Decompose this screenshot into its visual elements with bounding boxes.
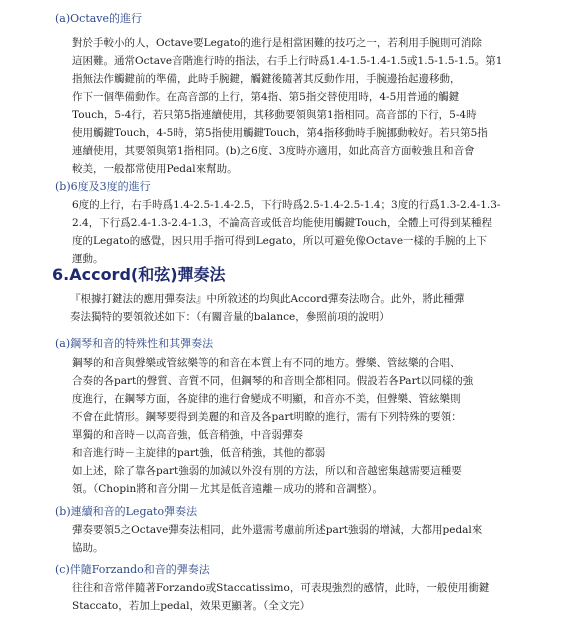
text-line: 單獨的和音時－以高音強，低音稍強，中音弱彈奏	[72, 429, 303, 441]
paragraph-intro	[70, 290, 522, 326]
paragraph-forzando-chords	[72, 579, 520, 615]
section-heading: 6.Accord(和弦)彈奏法	[52, 265, 226, 284]
text-line: 度的Legato的感覺，因只用手指可得到Legato，所以可避免像Octave一樣的手腕的上下	[72, 235, 488, 247]
text-line: Touch，5-4行，若只第5指連續使用，其移動要領與第1指相同。高音部的下行，5-4時	[72, 109, 477, 121]
paragraph-sixths-thirds	[72, 196, 520, 268]
text-line: 和音進行時－主旋律的part強，低音稍強，其他的都弱	[72, 447, 326, 459]
text-line: 如上述，除了靠各part強弱的加減以外沒有別的方法，所以和音越密集越需要這種要	[72, 465, 462, 477]
text-line: 指無法作觸鍵前的準備，此時手腕鍵，觸鍵後隨著其反動作用，手腕邊抬起邊移動，	[72, 73, 461, 85]
text-line: 『根據打鍵法的應用彈奏法』中所敘述的均與此Accord彈奏法吻合。此外，將此種彈	[70, 293, 465, 305]
text-line: 6度的上行，右手時爲1.4-2.5-1.4-2.5，下行時爲2.5-1.4-2.5-1.4；3度的行爲1.3-2.4-1.3-	[72, 199, 501, 211]
text-line: 對於手較小的人，Octave要Legato的進行是相當困難的技巧之一，若利用手腕則可消除	[72, 37, 482, 49]
text-line: 運動。	[72, 253, 104, 265]
text-line: 作下一個準備動作。在高音部的上行，第4指、第5指交替使用時，4-5用普通的觸鍵	[72, 91, 460, 103]
text-line: 合奏的各part的聲質、音質不同，但鋼琴的和音則全都相同。假設若各Part以同樣的強	[72, 375, 474, 387]
paragraph-piano-chords	[72, 354, 520, 498]
subheading-octave: (a)Octave的進行	[55, 12, 143, 25]
text-line: 往往和音常伴隨著Forzando或Staccatissimo，可表現強烈的感情，此時，一般使用衝鍵	[72, 582, 490, 594]
text-line: 奏法獨特的要領敘述如下：（有關音量的balance，參照前項的說明）	[70, 311, 390, 323]
subheading-piano-chords: (a)鋼琴和音的特殊性和其彈奏法	[55, 337, 214, 350]
subheading-forzando-chords: (c)伴隨Forzando和音的彈奏法	[55, 563, 210, 576]
text-line: 較美，一般都常使用Pedal來幫助。	[72, 163, 238, 175]
paragraph-octave	[72, 34, 520, 178]
text-line: 不會在此情形。鋼琴要得到美麗的和音及各part明瞭的進行，需有下列特殊的要領：	[72, 411, 462, 423]
text-line: 度進行，在鋼琴方面，各旋律的進行會變成不明顯，和音亦不美，但聲樂、管絃樂則	[72, 393, 461, 405]
paragraph-legato-chords	[72, 521, 520, 557]
subheading-legato-chords: (b)連續和音的Legato彈奏法	[55, 505, 198, 518]
text-line: 領。（Chopin將和音分開－尤其是低音遠離－成功的將和音調整）。	[72, 483, 383, 495]
text-line: 連續使用，其要領與第1指相同。(b)之6度、3度時亦適用，如此高音方面較強且和音會	[72, 145, 475, 157]
text-line: 鋼琴的和音與聲樂或管絃樂等的和音在本質上有不同的地方。聲樂、管絃樂的合唱、	[72, 357, 461, 369]
text-line: Staccato，若加上pedal，效果更顯著。（全文完）	[72, 600, 311, 612]
text-line: 這困難。通常Octave音階進行時的指法，右手上行時爲1.4-1.5-1.4-1.5或1.5-1.5-1.5。第1	[72, 55, 503, 67]
text-line: 使用觸鍵Touch，4-5時，第5指使用觸鍵Touch，第4指移動時手腕挪動較好。若只第5指	[72, 127, 488, 139]
text-line: 協助。	[72, 542, 104, 554]
text-line: 2.4，下行爲2.4-1.3-2.4-1.3，不論高音或低音均能使用觸鍵Touch，全體上可得到某種程	[72, 217, 493, 229]
text-line: 彈奏要領5之Octave彈奏法相同，此外還需考慮前所述part強弱的增減，大都用pedal來	[72, 524, 483, 536]
subheading-sixths-thirds: (b)6度及3度的進行	[55, 180, 151, 193]
